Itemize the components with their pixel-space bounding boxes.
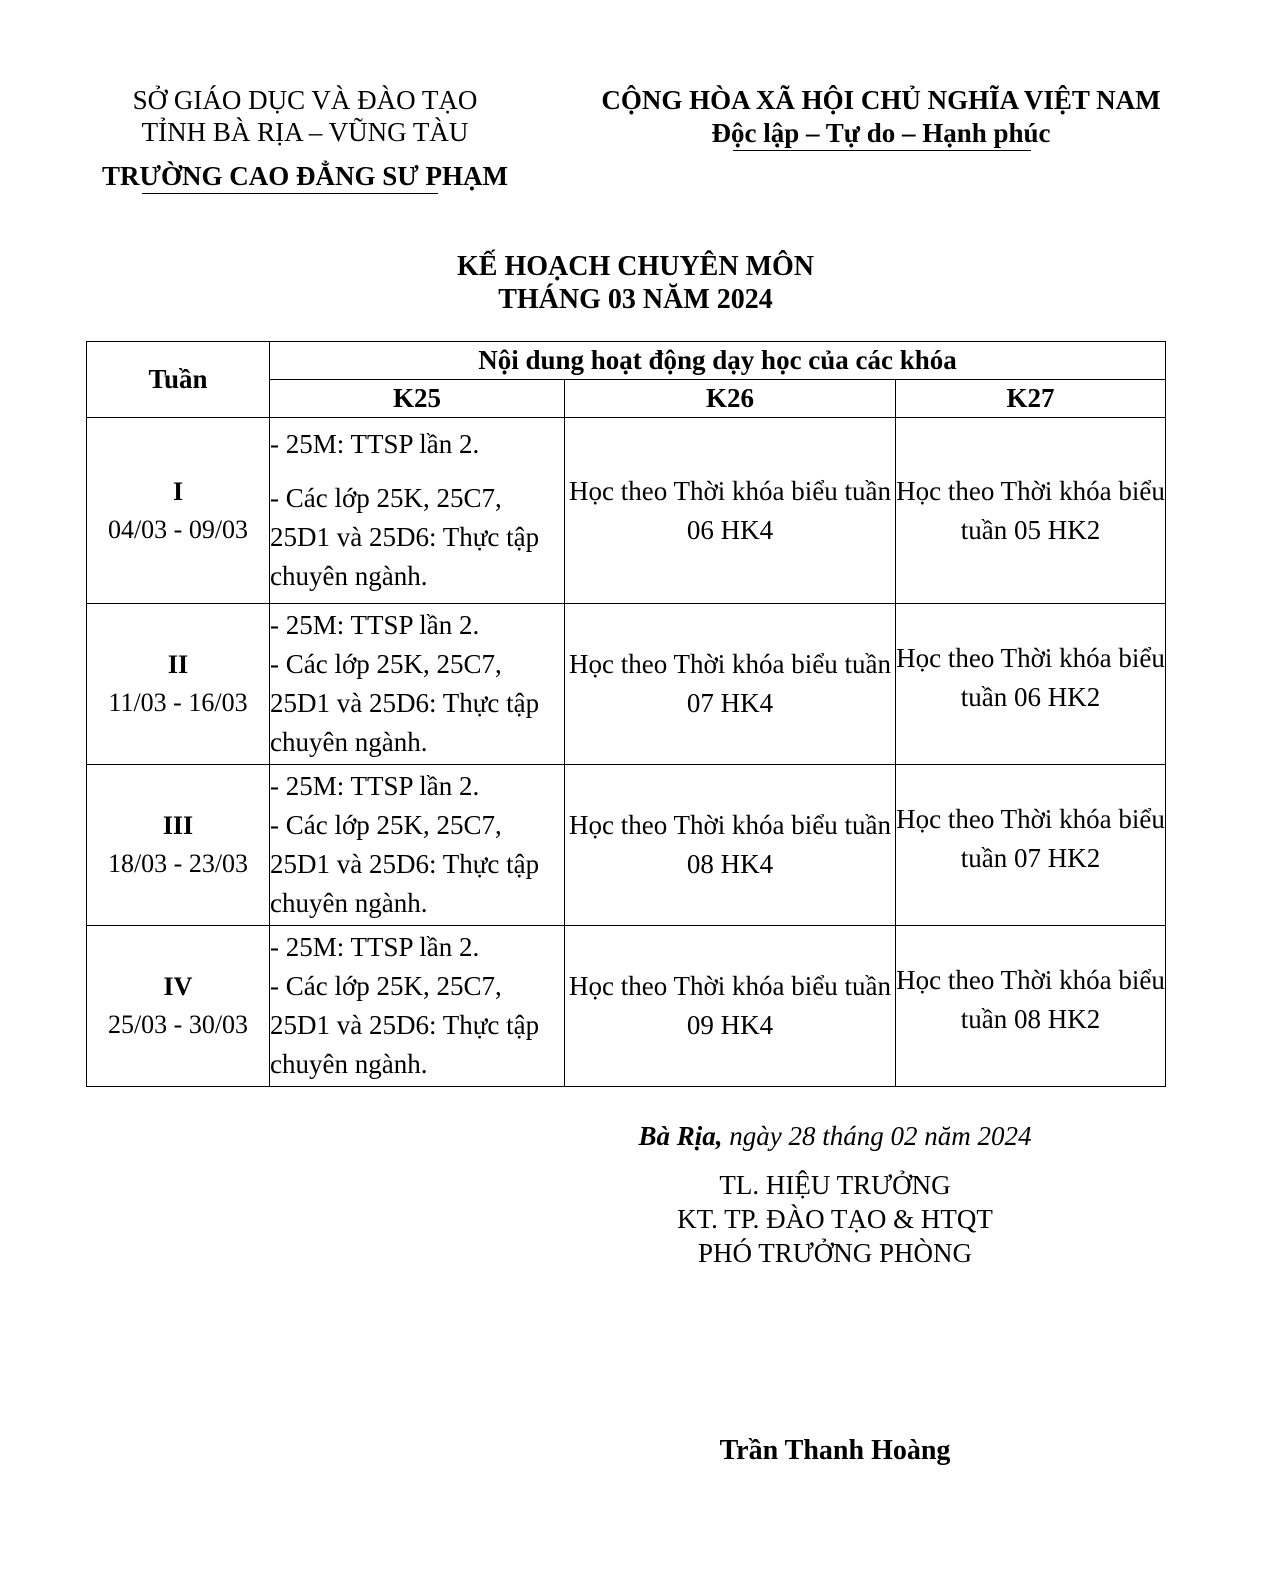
k27-cell bbox=[896, 765, 1166, 926]
place-date-line bbox=[600, 1118, 1070, 1154]
title-line-2: THÁNG 03 NĂM 2024 bbox=[498, 284, 773, 315]
k25-cell bbox=[270, 926, 565, 1087]
table-row bbox=[87, 765, 1166, 926]
sign-title-line-2: KT. TP. ĐÀO TẠO & HTQT bbox=[677, 1204, 993, 1234]
k27-text: Học theo Thời khóa biểu tuần 06 HK2 bbox=[896, 643, 1165, 712]
k25-cell bbox=[270, 604, 565, 765]
k27-cell bbox=[896, 418, 1166, 604]
week-number: III bbox=[162, 811, 194, 840]
k27-text: Học theo Thời khóa biểu tuần 05 HK2 bbox=[896, 475, 1165, 545]
k26-cell: Học theo Thời khóa biểu tuần 07 HK4 bbox=[565, 604, 896, 765]
week-dates: 11/03 - 16/03 bbox=[108, 688, 248, 717]
week-number: IV bbox=[163, 972, 193, 1001]
document-title bbox=[0, 250, 1271, 316]
k25-item: - 25M: TTSP lần 2. bbox=[270, 429, 480, 459]
k25-item: - Các lớp 25K, 25C7, 25D1 và 25D6: Thực tập chuyên ngành. bbox=[270, 649, 540, 757]
k25-cell bbox=[270, 765, 565, 926]
table-row bbox=[87, 418, 1166, 604]
plan-table bbox=[86, 341, 1166, 1087]
week-number: I bbox=[172, 476, 184, 506]
k25-item: - Các lớp 25K, 25C7, 25D1 và 25D6: Thực tập chuyên ngành. bbox=[270, 971, 540, 1079]
week-cell bbox=[87, 604, 270, 765]
course-header-k27: K27 bbox=[896, 380, 1166, 418]
week-dates: 18/03 - 23/03 bbox=[107, 849, 249, 878]
k27-cell bbox=[896, 604, 1166, 765]
week-number: II bbox=[167, 650, 189, 679]
table-row bbox=[87, 926, 1166, 1087]
signature-title-block bbox=[600, 1168, 1070, 1270]
k25-cell bbox=[270, 418, 565, 604]
k25-item: - Các lớp 25K, 25C7, 25D1 và 25D6: Thực tập chuyên ngành. bbox=[270, 810, 540, 918]
course-header-k26: K26 bbox=[565, 380, 896, 418]
school-name: TRƯỜNG CAO ĐẲNG SƯ PHẠM bbox=[102, 161, 508, 191]
week-column-header: Tuần bbox=[87, 342, 270, 418]
department-name: SỞ GIÁO DỤC VÀ ĐÀO TẠO bbox=[132, 85, 478, 115]
school-name-underline bbox=[142, 193, 438, 194]
k26-cell: Học theo Thời khóa biểu tuần 09 HK4 bbox=[565, 926, 896, 1087]
k25-item: - 25M: TTSP lần 2. bbox=[270, 932, 480, 962]
week-dates: 04/03 - 09/03 bbox=[107, 514, 249, 544]
week-dates: 25/03 - 30/03 bbox=[107, 1010, 249, 1039]
province-name: TỈNH BÀ RỊA – VŨNG TÀU bbox=[141, 117, 469, 147]
k25-item: - Các lớp 25K, 25C7, 25D1 và 25D6: Thực tập chuyên ngành. bbox=[270, 483, 540, 591]
k25-item: - 25M: TTSP lần 2. bbox=[270, 610, 480, 640]
k26-cell: Học theo Thời khóa biểu tuần 06 HK4 bbox=[565, 418, 896, 604]
k27-cell bbox=[896, 926, 1166, 1087]
issue-date: ngày 28 tháng 02 năm 2024 bbox=[722, 1121, 1032, 1151]
place-name: Bà Rịa, bbox=[638, 1121, 723, 1151]
table-header-row bbox=[87, 342, 1166, 380]
k25-item: - 25M: TTSP lần 2. bbox=[270, 771, 480, 801]
course-header-k25: K25 bbox=[270, 380, 565, 418]
signer-name: Trần Thanh Hoàng bbox=[719, 1435, 951, 1466]
table-row bbox=[87, 604, 1166, 765]
motto: Độc lập – Tự do – Hạnh phúc bbox=[711, 118, 1051, 148]
k27-text: Học theo Thời khóa biểu tuần 07 HK2 bbox=[896, 804, 1165, 873]
title-line-1: KẾ HOẠCH CHUYÊN MÔN bbox=[457, 251, 814, 282]
content-group-header: Nội dung hoạt động dạy học của các khóa bbox=[270, 342, 1166, 380]
week-cell bbox=[87, 926, 270, 1087]
week-cell bbox=[87, 765, 270, 926]
sign-title-line-1: TL. HIỆU TRƯỞNG bbox=[719, 1170, 951, 1200]
sign-title-line-3: PHÓ TRƯỞNG PHÒNG bbox=[698, 1238, 972, 1268]
k26-cell: Học theo Thời khóa biểu tuần 08 HK4 bbox=[565, 765, 896, 926]
national-motto-block bbox=[578, 84, 1184, 150]
week-cell bbox=[87, 418, 270, 604]
country-name: CỘNG HÒA XÃ HỘI CHỦ NGHĨA VIỆT NAM bbox=[601, 85, 1161, 115]
motto-underline bbox=[733, 150, 1031, 151]
issuing-authority-block bbox=[85, 84, 525, 192]
k27-text: Học theo Thời khóa biểu tuần 08 HK2 bbox=[896, 965, 1165, 1034]
